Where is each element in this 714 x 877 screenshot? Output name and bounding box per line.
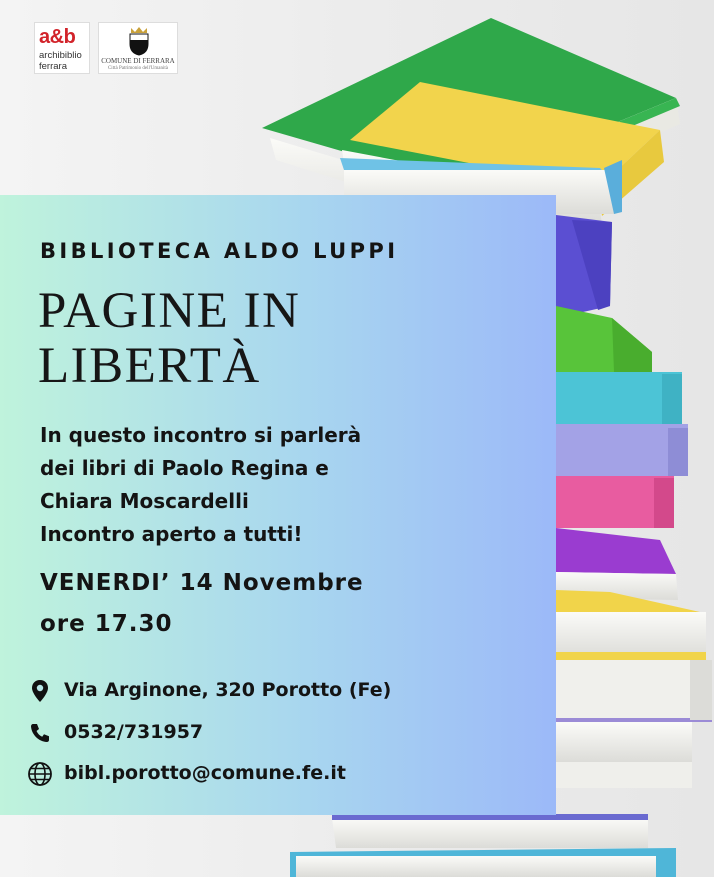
email-link[interactable]: bibl.porotto@comune.fe.it [64,762,346,784]
archibiblio-logo [34,22,90,74]
phone-text: 0532/731957 [64,721,204,743]
event-title-line2: LIBERTÀ [38,338,261,394]
archibiblio-line2: ferrara [39,61,67,72]
description-line: Chiara Moscardelli [40,489,249,513]
description-line: dei libri di Paolo Regina e [40,456,329,480]
archibiblio-mark: a&b [39,26,76,48]
comune-di-ferrara-logo [98,22,178,74]
map-pin-icon [26,677,54,705]
globe-icon [26,760,54,788]
library-name: BIBLIOTECA ALDO LUPPI [40,239,399,263]
address-text: Via Arginone, 320 Porotto (Fe) [64,679,392,701]
event-title-line1: PAGINE IN [38,283,301,339]
phone-icon [26,719,54,747]
event-description [40,419,361,551]
city-tagline: Città Patrimonio dell'Umanità [107,66,169,71]
event-day: VENERDI’ 14 Novembre [40,570,364,596]
description-line: In questo incontro si parlerà [40,423,362,447]
event-time: ore 17.30 [40,611,173,637]
city-name: COMUNE DI FERRARA [101,57,175,65]
city-crest-icon [127,26,151,56]
archibiblio-line1: archibiblio [39,50,82,61]
description-line: Incontro aperto a tutti! [40,522,303,546]
event-datetime [40,563,364,645]
event-title [38,284,300,394]
